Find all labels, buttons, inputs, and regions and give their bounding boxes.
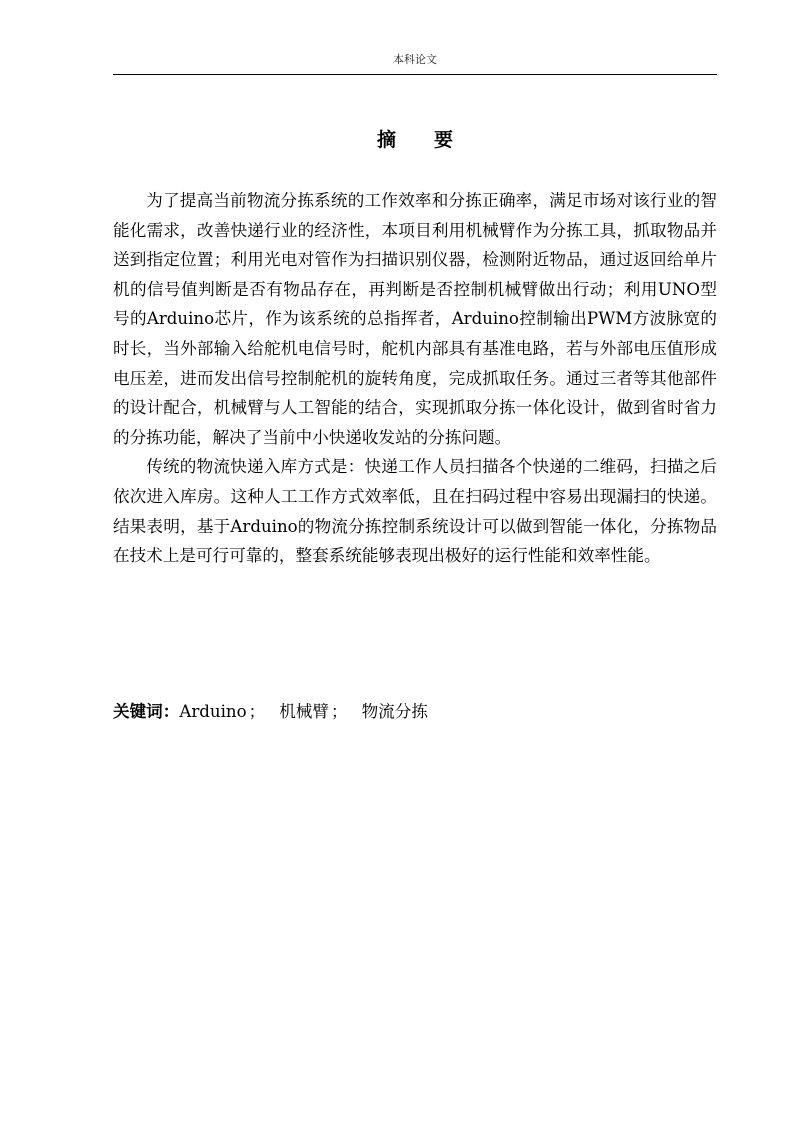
keyword-item: 物流分拣 <box>361 702 428 721</box>
keywords-label: 关键词： <box>113 702 180 721</box>
keywords-line <box>113 698 717 726</box>
page-header <box>113 52 717 75</box>
abstract-body <box>113 186 717 571</box>
abstract-paragraph-2: 传统的物流快递入库方式是：快递工作人员扫描各个快递的二维码，扫描之后依次进入库房。这种人工工作方式效率低，且在扫码过程中容易出现漏扫的快递。结果表明，基于Arduino的物流分拣控制系统设计可以做到智能一体化，分拣物品在技术上是可行可靠的，整套系统能够表现出极好的运行性能和效率性能。 <box>113 457 717 566</box>
keyword-separator: ； <box>248 702 266 721</box>
abstract-title: 摘要 <box>376 129 491 151</box>
keyword-item: 机械臂 <box>279 702 329 721</box>
abstract-paragraph-1: 为了提高当前物流分拣系统的工作效率和分拣正确率，满足市场对该行业的智能化需求，改善快递行业的经济性，本项目利用机械臂作为分拣工具，抓取物品并送到指定位置；利用光电对管作为扫描识别仪器，检测附近物品，通过返回给单片机的信号值判断是否有物品存在，再判断是否控制机械臂做出行动；利用UNO型号的Arduino芯片，作为该系统的总指挥者，Arduino控制输出PWM方波脉宽的时长，当外部输入给舵机电信号时，舵机内部具有基准电路，若与外部电压值形成电压差，进而发出信号控制舵机的旋转角度，完成抓取任务。通过三者等其他部件的设计配合，机械臂与人工智能的结合，实现抓取分拣一体化设计，做到省时省力的分拣功能，解决了当前中小快递收发站的分拣问题。 <box>113 191 717 447</box>
header-text: 本科论文 <box>393 53 437 66</box>
keyword-item: Arduino <box>179 702 247 721</box>
keyword-separator: ； <box>330 702 348 721</box>
